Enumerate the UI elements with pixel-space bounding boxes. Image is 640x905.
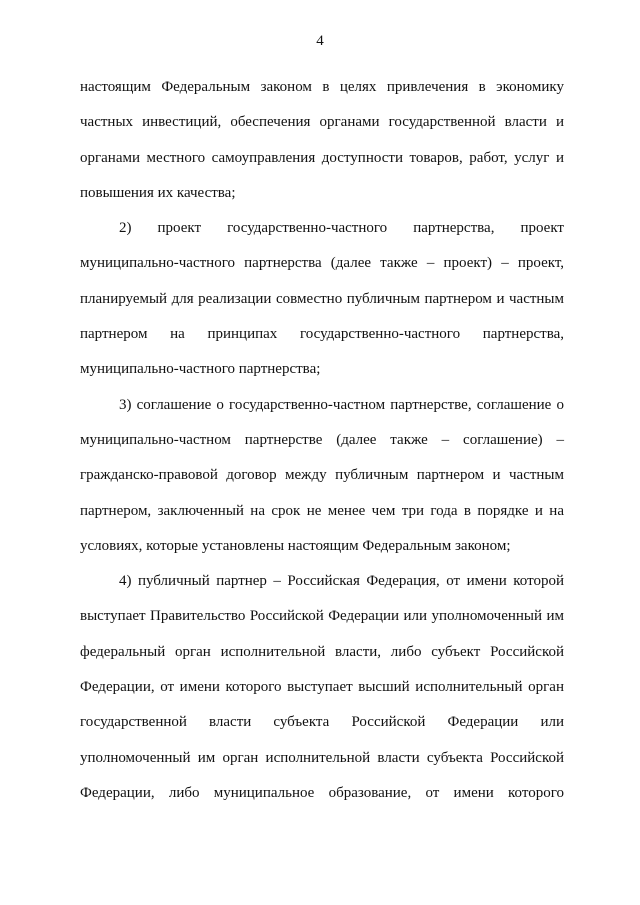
- page-number: 4: [316, 33, 324, 49]
- paragraph-continuation: настоящим Федеральным законом в целях привлечения в экономику частных инвестиций, обеспечения органами государственной власти и органами местного самоуправления доступности товаров, работ, услуг и повышения их качества;: [80, 79, 564, 201]
- document-body: [80, 70, 564, 811]
- paragraph-item-4: 4) публичный партнер – Российская Федерация, от имени которой выступает Правительство Российской Федерации или уполномоченный им федеральный орган исполнительной власти, либо субъект Российской Федерации, от имени которого выступает высший исполнительный орган государственной власти субъекта Российской Федерации или уполномоченный им орган исполнительной власти субъекта Российской Федерации, либо муниципальное образование, от имени которого: [80, 573, 564, 801]
- paragraph-item-3: 3) соглашение о государственно-частном партнерстве, соглашение о муниципально-частном партнерстве (далее также – соглашение) – гражданско-правовой договор между публичным партнером и частным партнером, заключенный на срок не менее чем три года в порядке и на условиях, которые установлены настоящим Федеральным законом;: [80, 396, 564, 554]
- paragraph-item-2: 2) проект государственно-частного партнерства, проект муниципально-частного партнерства (далее также – проект) – проект, планируемый для реализации совместно публичным партнером и частным партнером на принципах государственно-частного партнерства, муниципально-частного партнерства;: [80, 220, 564, 378]
